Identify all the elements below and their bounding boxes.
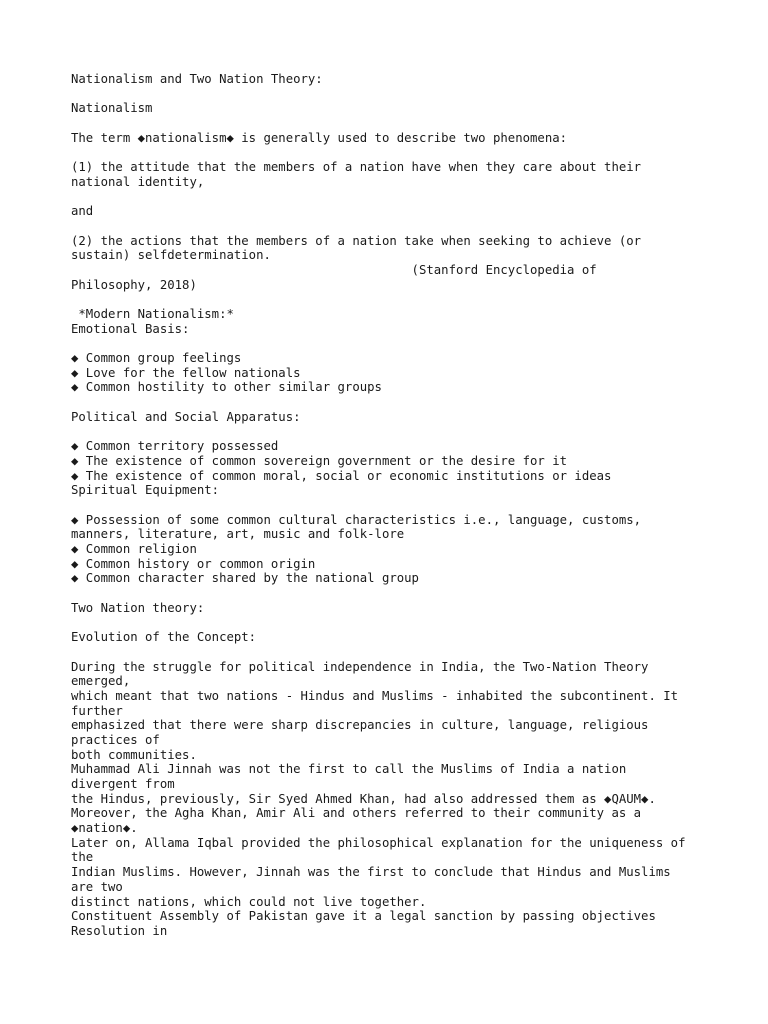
text-line: further xyxy=(71,703,123,718)
text-line: ◆ Common hostility to other similar groups xyxy=(71,380,382,395)
text-line: Two Nation theory: xyxy=(71,600,205,615)
text-line: Later on, Allama Iqbal provided the philosophical explanation for the uniqueness of xyxy=(71,835,686,850)
text-line: the xyxy=(71,850,94,865)
text-line: (1) the attitude that the members of a nation have when they care about their xyxy=(71,160,642,175)
blank-line xyxy=(71,336,731,351)
blank-line xyxy=(71,615,731,630)
text-line: ◆ The existence of common moral, social or economic institutions or ideas xyxy=(71,468,612,483)
text-line: the Hindus, previously, Sir Syed Ahmed Khan, had also addressed them as ◆QAUM◆. xyxy=(71,791,656,806)
text-line: which meant that two nations - Hindus and Muslims - inhabited the subcontinent. It xyxy=(71,688,679,703)
text-line: During the struggle for political independence in India, the Two-Nation Theory xyxy=(71,659,649,674)
text-line: Indian Muslims. However, Jinnah was the first to conclude that Hindus and Muslims xyxy=(71,865,671,880)
text-line: Muhammad Ali Jinnah was not the first to call the Muslims of India a nation xyxy=(71,762,627,777)
text-line: both communities. xyxy=(71,747,197,762)
text-line: divergent from xyxy=(71,777,175,791)
blank-line xyxy=(71,292,731,307)
text-line: ◆ Common group feelings xyxy=(71,351,242,366)
text-line: ◆ Common history or common origin xyxy=(71,556,316,571)
text-line: Philosophy, 2018) xyxy=(71,277,197,292)
blank-line xyxy=(71,645,731,660)
text-line: Spiritual Equipment: xyxy=(71,483,220,498)
text-line: Emotional Basis: xyxy=(71,321,190,336)
blank-line xyxy=(71,498,731,513)
text-line: Constituent Assembly of Pakistan gave it a legal sanction by passing objectives xyxy=(71,909,656,924)
text-line: Resolution in xyxy=(71,923,168,938)
blank-line xyxy=(71,116,731,131)
text-line: Moreover, the Agha Khan, Amir Ali and others referred to their community as a xyxy=(71,806,642,821)
text-line: practices of xyxy=(71,732,160,747)
text-line: ◆ Possession of some common cultural characteristics i.e., language, customs, xyxy=(71,512,642,527)
text-line: Nationalism and Two Nation Theory: xyxy=(71,72,323,86)
text-line: national identity, xyxy=(71,174,205,189)
text-line: (Stanford Encyclopedia of xyxy=(71,262,597,277)
text-line: distinct nations, which could not live together. xyxy=(71,894,427,909)
text-line: The term ◆nationalism◆ is generally used to describe two phenomena: xyxy=(71,130,568,145)
blank-line xyxy=(71,87,731,102)
blank-line xyxy=(71,425,731,440)
text-line: and xyxy=(71,204,94,219)
text-line: Evolution of the Concept: xyxy=(71,630,257,645)
text-line: manners, literature, art, music and folk-lore xyxy=(71,527,405,542)
text-line: *Modern Nationalism:* xyxy=(71,307,234,321)
blank-line xyxy=(71,145,731,160)
text-line: sustain) selfdetermination. xyxy=(71,248,271,263)
text-line: are two xyxy=(71,879,123,894)
text-line: ◆nation◆. xyxy=(71,821,138,836)
document-page xyxy=(71,72,731,939)
text-line: ◆ Common territory possessed xyxy=(71,439,279,454)
text-line: (2) the actions that the members of a nation take when seeking to achieve (or xyxy=(71,233,642,248)
text-line: ◆ Common character shared by the national group xyxy=(71,571,419,586)
text-line: ◆ Common religion xyxy=(71,542,197,556)
blank-line xyxy=(71,190,731,205)
blank-line xyxy=(71,395,731,410)
text-line: emerged, xyxy=(71,674,131,689)
text-line: emphasized that there were sharp discrepancies in culture, language, religious xyxy=(71,718,649,733)
text-line: ◆ The existence of common sovereign government or the desire for it xyxy=(71,453,568,468)
blank-line xyxy=(71,219,731,234)
blank-line xyxy=(71,586,731,601)
text-line: Nationalism xyxy=(71,101,153,116)
text-line: Political and Social Apparatus: xyxy=(71,409,301,424)
text-line: ◆ Love for the fellow nationals xyxy=(71,365,301,380)
